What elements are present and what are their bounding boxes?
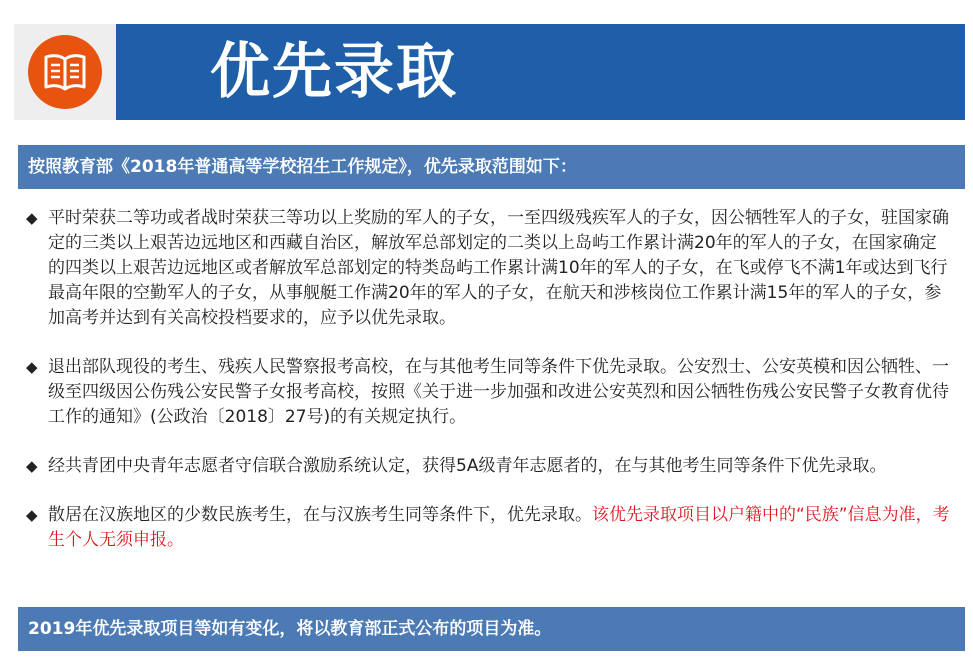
paragraph-ethnic-minorities: [26, 503, 950, 553]
paragraph-text: 经共青团中央青年志愿者守信联合激励系统认定，获得5A级青年志愿者的，在与其他考生同等条件下优先录取。: [48, 456, 887, 476]
paragraph-volunteers: [26, 454, 950, 479]
paragraph-military-children: [26, 206, 950, 331]
intro-banner: 按照教育部《2018年普通高等学校招生工作规定》，优先录取范围如下：: [18, 145, 965, 189]
content-body: [26, 206, 950, 553]
header-icon-block: [14, 24, 116, 120]
paragraph-text: 平时荣获二等功或者战时荣获三等功以上奖励的军人的子女，一至四级残疾军人的子女，因公牺牲军人的子女，驻国家确定的三类以上艰苦边远地区和西藏自治区，解放军总部划定的二类以上岛屿工作累计满20年的军人的子女，在国家确定的四类以上艰苦边远地区或者解放军总部划定的特类岛屿工作累计满10年的军人的子女，在飞或停飞不满1年或达到飞行最高年限的空勤军人的子女，从事舰艇工作满20年的军人的子女，在航天和涉核岗位工作累计满15年的军人的子女，参加高考并达到有关高校投档要求的，应予以优先录取。: [48, 208, 949, 328]
title-bar: [116, 24, 965, 120]
diamond-bullet-icon: ◆: [26, 506, 38, 524]
paragraph-veterans-police: [26, 355, 950, 430]
page-title: 优先录取: [210, 37, 458, 107]
footer-banner: 2019年优先录取项目等如有变化，将以教育部正式公布的项目为准。: [18, 607, 965, 651]
paragraph-text: 退出部队现役的考生、残疾人民警察报考高校，在与其他考生同等条件下优先录取。公安烈士、公安英模和因公牺牲、一级至四级因公伤残公安民警子女报考高校，按照《关于进一步加强和改进公安英烈和因公牺牲伤残公安民警子女教育优待工作的通知》(公政治〔2018〕27号)的有关规定执行。: [48, 357, 949, 427]
diamond-bullet-icon: ◆: [26, 358, 38, 376]
diamond-bullet-icon: ◆: [26, 457, 38, 475]
paragraph-highlight-text: 该优先录取项目以户籍中的“民族”信息为准，考生个人无须申报。: [48, 505, 950, 550]
book-icon: [28, 35, 102, 109]
paragraph-text: 散居在汉族地区的少数民族考生，在与汉族考生同等条件下，优先录取。: [48, 505, 592, 525]
diamond-bullet-icon: ◆: [26, 209, 38, 227]
